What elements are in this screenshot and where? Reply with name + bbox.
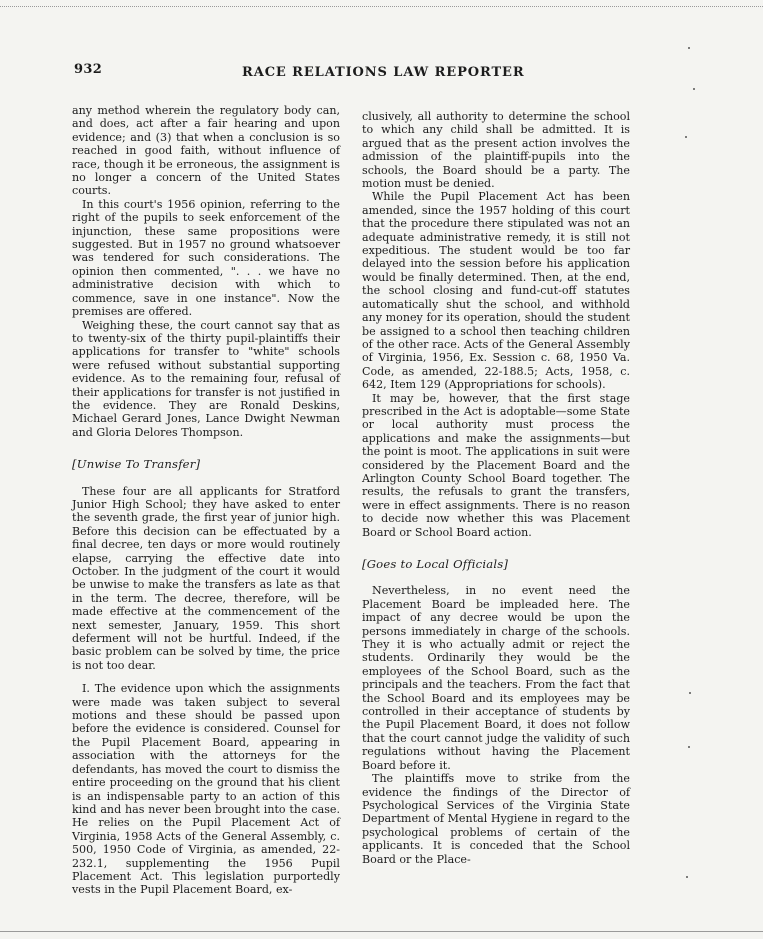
section-heading: [Unwise To Transfer]	[72, 457, 201, 472]
scan-speck	[689, 692, 691, 694]
running-head: RACE RELATIONS LAW REPORTER	[242, 65, 525, 80]
scan-speck	[685, 136, 687, 138]
scan-speck	[693, 88, 695, 90]
paragraph: Nevertheless, in no event need the Placement Board be impleaded here. The impact of any decree would be upon the persons immediately in charge of the schools. They it is who actually admit or reject the students. Ordinarily they would be the employees of the School Board, such as the principals and the teachers. From the fact that the School Board and its employees may be controlled in their acceptance of students by the Pupil Placement Board, it does not follow that the court cannot judge the validity of such regulations without having the Placement Board before it.	[362, 584, 630, 772]
paragraph: In this court's 1956 opinion, referring to the right of the pupils to seek enforcement of the injunction, these same propositions were suggested. But in 1957 no ground whatsoever was tendered for such considerations. The opinion then commented, ". . . we have no administrative decision with which to commence, save in one instance". Now the premises are offered.	[72, 197, 340, 319]
paragraph: I. The evidence upon which the assignments were made was taken subject to several motions and these should be passed upon before the evidence is considered. Counsel for the Pupil Placement Board, appearing in association with the attorneys for the defendants, has moved the court to dismiss the entire proceeding on the ground that his client is an indispensable party to an action of this kind and has never been brought into the case. He relies on the Pupil Placement Act of Virginia, 1958 Acts of the General Assembly, c. 500, 1950 Code of Virginia, as amended, 22-232.1, supplementing the 1956 Pupil Placement Act. This legislation purportedly vests in the Pupil Placement Board, ex-	[72, 682, 340, 897]
paragraph: While the Pupil Placement Act has been amended, since the 1957 holding of this court that the procedure there stipulated was not an adequate administrative remedy, it is still not expeditious. The student would be too far delayed into the session before his application would be finally determined. Then, at the end, the school closing and fund-cut-off statutes automatically shut the school, and withhold any money for its operation, should the student be assigned to a school then teaching children of the other race. Acts of the General Assembly of Virginia, 1956, Ex. Session c. 68, 1950 Va. Code, as amended, 22-188.5; Acts, 1958, c. 642, Item 129 (Appropriations for schools).	[362, 190, 630, 392]
scan-speck	[688, 47, 690, 49]
scan-speck	[688, 746, 690, 748]
section-heading: [Goes to Local Officials]	[362, 557, 509, 571]
top-border-rule	[0, 6, 763, 7]
paragraph: any method wherein the regulatory body can, and does, act after a fair hearing and upon evidence; and (3) that when a conclusion is so reached in good faith, without influence of race, though it be erroneous, the assignment is no longer a concern of the United States courts.	[72, 104, 340, 198]
bottom-border-rule	[0, 931, 763, 932]
paragraph: clusively, all authority to determine the school to which any child shall be admitted. It is argued that as the present action involves the admission of the plaintiff-pupils into the schools, the Board should be a party. The motion must be denied.	[362, 110, 630, 191]
paragraph: The plaintiffs move to strike from the evidence the findings of the Director of Psychological Services of the Virginia State Department of Mental Hygiene in regard to the psychological problems of certain of the applicants. It is conceded that the School Board or the Place-	[362, 772, 630, 866]
paragraph: These four are all applicants for Stratford Junior High School; they have asked to enter the seventh grade, the first year of junior high. Before this decision can be effectuated by a final decree, ten days or more would routinely elapse, carrying the effective date into October. In the judgment of the court it would be unwise to make the transfers as late as that in the term. The decree, therefore, will be made effective at the commencement of the next semester, January, 1959. This short deferment will not be hurtful. Indeed, if the basic problem can be solved by time, the price is not too dear.	[72, 484, 340, 672]
paragraph: Weighing these, the court cannot say that as to twenty-six of the thirty pupil-plaintiffs their applications for transfer to "white" schools were refused without substantial supporting evidence. As to the remaining four, refusal of their applications for transfer is not justified in the evidence. They are Ronald Deskins, Michael Gerard Jones, Lance Dwight Newman and Gloria Delores Thompson.	[72, 318, 340, 439]
scan-speck	[686, 876, 688, 878]
page-number: 932	[74, 62, 103, 77]
paragraph: It may be, however, that the first stage prescribed in the Act is adoptable—some State or local authority must process the applications and make the assignments—but the point is moot. The applications in suit were considered by the Placement Board and the Arlington County School Board together. The results, the refusals to grant the transfers, were in effect assignments. There is no reason to decide now whether this was Placement Board or School Board action.	[362, 391, 630, 539]
left-column	[72, 104, 340, 897]
right-column	[362, 110, 630, 866]
